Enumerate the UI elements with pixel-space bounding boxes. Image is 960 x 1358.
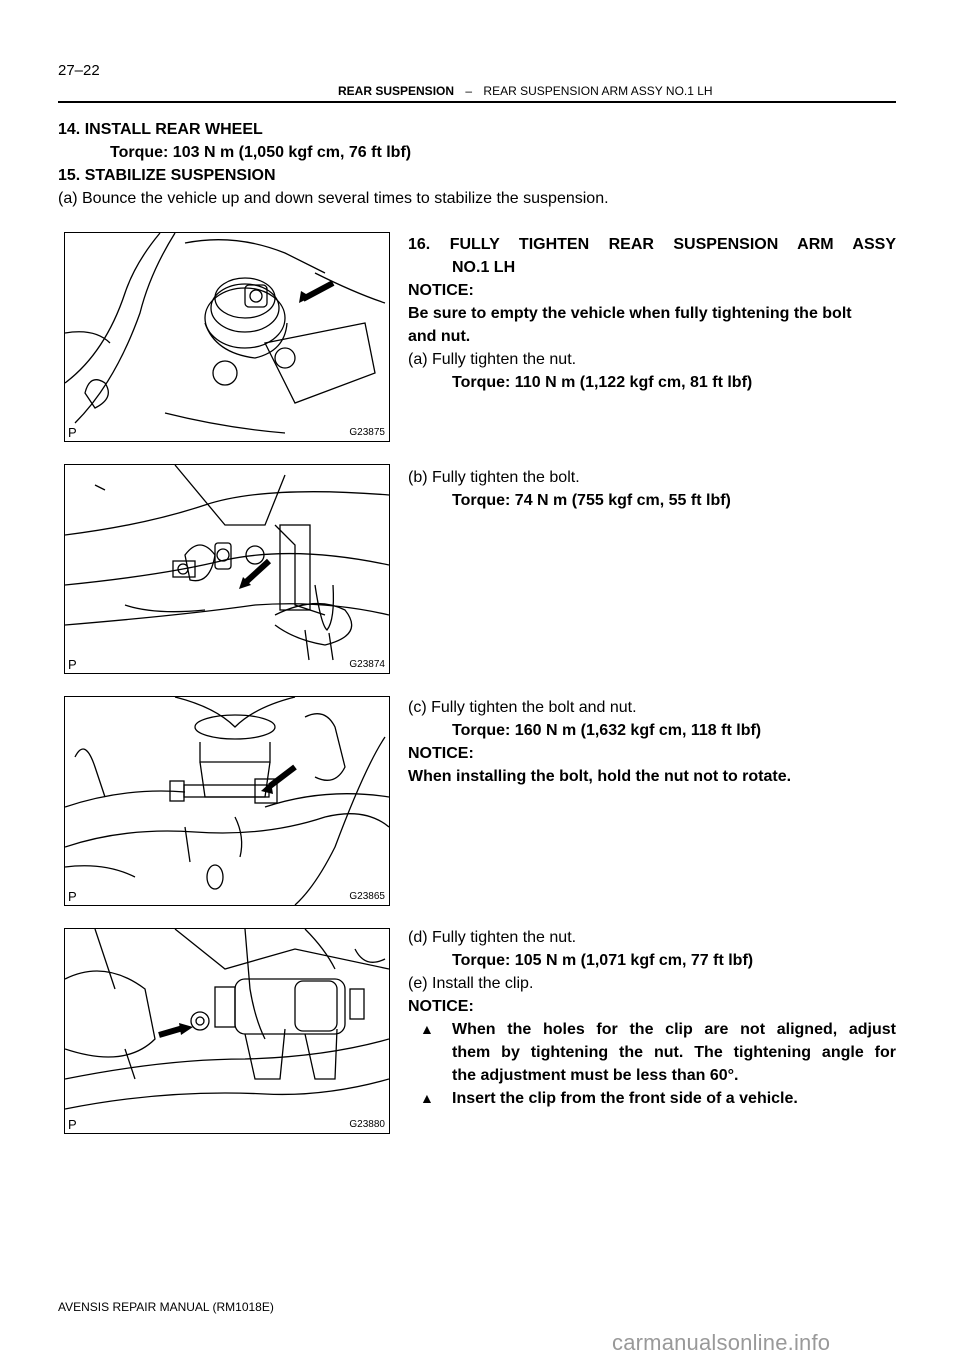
step-16-d-torque: Torque: 105 N m (1,071 kgf cm, 77 ft lbf): [452, 952, 754, 969]
header-section: REAR SUSPENSION: [338, 84, 455, 98]
bullet-2-marker: [420, 1087, 434, 1110]
figure-id: G23880: [349, 1119, 385, 1130]
figure-illustration: [65, 465, 389, 673]
triangle-bullet-icon: ▲: [420, 1090, 434, 1106]
figure-g23880: [64, 928, 390, 1134]
figure-illustration: [65, 697, 389, 905]
figure-illustration: [65, 929, 389, 1133]
step-16-b-torque: Torque: 74 N m (755 kgf cm, 55 ft lbf): [452, 492, 731, 509]
figure-id: G23865: [349, 891, 385, 902]
step-16-c-torque: Torque: 160 N m (1,632 kgf cm, 118 ft lbf): [452, 722, 762, 739]
figure-g23865: [64, 696, 390, 906]
step-16-b: (b) Fully tighten the bolt.: [408, 469, 580, 486]
figure-illustration: [65, 233, 389, 441]
header-subsection: REAR SUSPENSION ARM ASSY NO.1 LH: [483, 84, 713, 98]
step-15-title: 15. STABILIZE SUSPENSION: [58, 167, 276, 184]
step-16-a-torque: Torque: 110 N m (1,122 kgf cm, 81 ft lbf): [452, 374, 753, 391]
figure-id: G23875: [349, 427, 385, 438]
header-rule: [58, 101, 896, 103]
notice-1-line1: Be sure to empty the vehicle when fully tightening the bolt: [408, 305, 852, 322]
step-16-title-line2: NO.1 LH: [452, 259, 516, 276]
running-header: [338, 84, 713, 98]
page-number: 27–22: [58, 62, 100, 79]
figure-g23875: [64, 232, 390, 442]
step-14-torque: Torque: 103 N m (1,050 kgf cm, 76 ft lbf): [110, 144, 412, 161]
header-separator: –: [465, 84, 473, 98]
bullet-2-text: Insert the clip from the front side of a vehicle.: [452, 1090, 798, 1107]
step-16-c: (c) Fully tighten the bolt and nut.: [408, 699, 637, 716]
step-16-d: (d) Fully tighten the nut.: [408, 929, 577, 946]
notice-1-label: NOTICE:: [408, 282, 474, 299]
footer-manual-id: AVENSIS REPAIR MANUAL (RM1018E): [58, 1300, 274, 1314]
notice-1-line2: and nut.: [408, 328, 471, 345]
figure-id: G23874: [349, 659, 385, 670]
step-15-a: (a) Bounce the vehicle up and down several times to stabilize the suspension.: [58, 190, 609, 207]
bullet-1-line3: the adjustment must be less than 60°.: [452, 1067, 739, 1084]
watermark: carmanualsonline.info: [612, 1330, 831, 1355]
notice-3-label: NOTICE:: [408, 998, 474, 1015]
bullet-1-line1: When the holes for the clip are not aligned, adjust: [452, 1021, 896, 1038]
notice-2-label: NOTICE:: [408, 745, 474, 762]
step-14-title: 14. INSTALL REAR WHEEL: [58, 121, 263, 138]
notice-2-text: When installing the bolt, hold the nut not to rotate.: [408, 768, 792, 785]
figure-p-mark: P: [68, 1117, 77, 1132]
step-16-a: (a) Fully tighten the nut.: [408, 351, 577, 368]
step-16-e: (e) Install the clip.: [408, 975, 534, 992]
figure-p-mark: P: [68, 657, 77, 672]
triangle-bullet-icon: ▲: [420, 1021, 434, 1037]
figure-p-mark: P: [68, 889, 77, 904]
bullet-1-line2: them by tightening the nut. The tightening angle for: [452, 1044, 896, 1061]
figure-g23874: [64, 464, 390, 674]
bullet-1-marker: [420, 1018, 434, 1041]
figure-p-mark: P: [68, 425, 77, 440]
step-16-title-line1: 16. FULLY TIGHTEN REAR SUSPENSION ARM ASSY: [408, 236, 896, 253]
